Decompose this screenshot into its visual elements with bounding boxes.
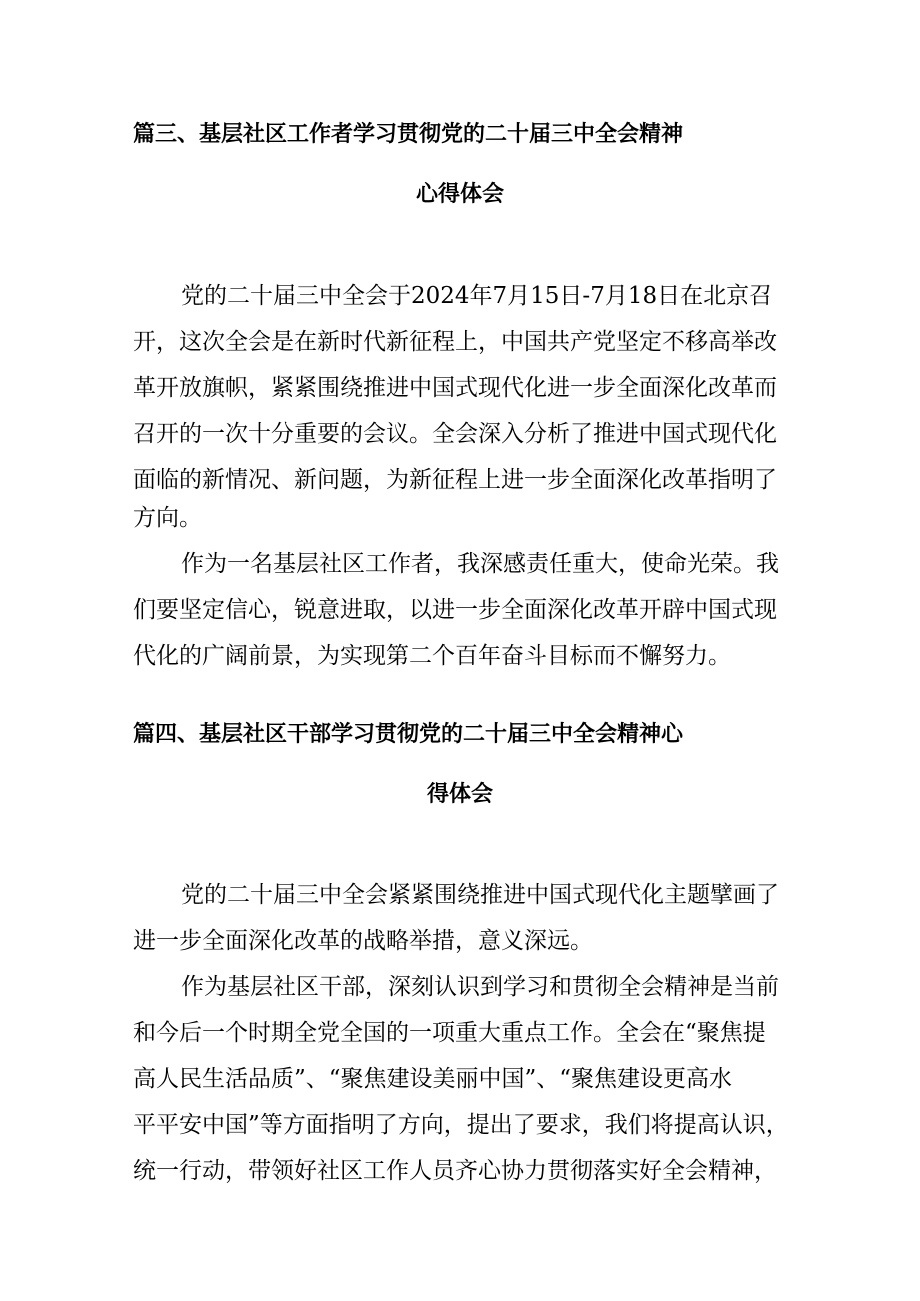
- paragraph-line: 作为基层社区干部，深刻认识到学习和贯彻全会精神是当前: [181, 974, 779, 1000]
- paragraph-line: 党的二十届三中全会紧紧围绕推进中国式现代化主题擘画了: [181, 882, 779, 908]
- section-4-title-line-1: 篇四、基层社区干部学习贯彻党的二十届三中全会精神心: [133, 722, 684, 747]
- paragraph-line: 方向。: [133, 505, 202, 531]
- paragraph-line: 统一行动，带领好社区工作人员齐心协力贯彻落实好全会精神，: [133, 1158, 777, 1184]
- paragraph-line: 面临的新情况、新问题，为新征程上进一步全面深化改革指明了: [133, 467, 777, 493]
- section-3-title-line-1: 篇三、基层社区工作者学习贯彻党的二十届三中全会精神: [133, 122, 684, 147]
- paragraph-line: 高人民生活品质”、“聚焦建设美丽中国”、“聚焦建设更高水: [133, 1066, 733, 1092]
- paragraph-line: 革开放旗帜，紧紧围绕推进中国式现代化进一步全面深化改革而: [133, 375, 777, 401]
- paragraph-line: 作为一名基层社区工作者，我深感责任重大，使命光荣。我: [181, 551, 779, 577]
- paragraph-line: 平平安中国”等方面指明了方向，提出了要求，我们将提高认识，: [133, 1112, 789, 1138]
- paragraph-line: 召开的一次十分重要的会议。全会深入分析了推进中国式现代化: [133, 421, 777, 447]
- paragraph-line: 开，这次全会是在新时代新征程上，中国共产党坚定不移高举改: [133, 329, 777, 355]
- paragraph-line: 代化的广阔前景，为实现第二个百年奋斗目标而不懈努力。: [133, 643, 731, 669]
- paragraph-line: 进一步全面深化改革的战略举措，意义深远。: [133, 928, 593, 954]
- paragraph-line: 党的二十届三中全会于2024年7月15日-7月18日在北京召: [181, 283, 773, 309]
- paragraph-line: 和今后一个时期全党全国的一项重大重点工作。全会在“聚焦提: [133, 1020, 766, 1046]
- paragraph-line: 们要坚定信心，锐意进取，以进一步全面深化改革开辟中国式现: [133, 597, 777, 623]
- section-4-title-line-2: 得体会: [426, 782, 493, 807]
- section-3-title-line-2: 心得体会: [415, 182, 504, 207]
